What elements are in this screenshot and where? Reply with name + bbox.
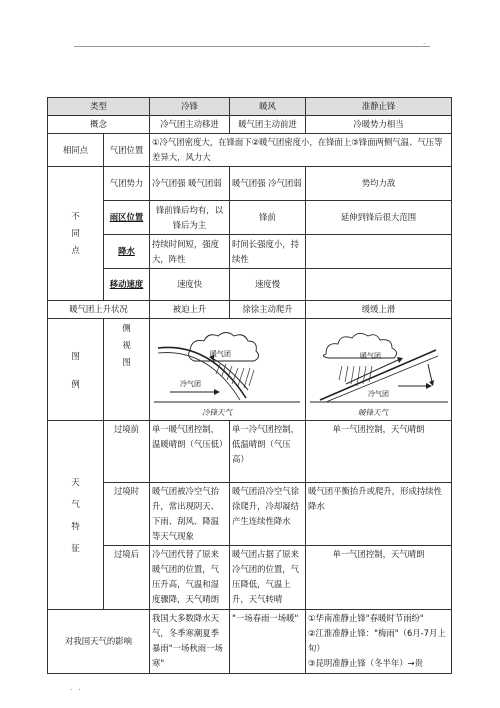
before-warm: 单一冷气团控制，低温晴朗（气压高） [230, 421, 306, 483]
before-cold: 单一暖气团控制，温暖晴朗（气压低） [150, 421, 230, 483]
precipitation-cold: 持续时间短，强度大，阵性 [150, 235, 230, 269]
table-header-row [48, 98, 452, 116]
similarity-label: 相同点 [48, 134, 104, 167]
rise-cold: 被迫上升 [150, 301, 230, 319]
warm-front-diagram-cell [306, 319, 452, 421]
precipitation-stationary [306, 235, 452, 269]
precipitation-warm: 时间长强度小，持续性 [230, 235, 306, 269]
before-label: 过境前 [104, 421, 150, 483]
rain-area-warm: 锋前 [230, 201, 306, 235]
cold-front-caption: 冷锋天气 [202, 407, 232, 417]
warm-front-cold-label: 冷气团 [368, 389, 389, 398]
cold-front-diagram [150, 320, 306, 420]
during-stationary: 暖气团平衡抬升或爬升，形成持续性降水 [306, 483, 452, 546]
precipitation-label: 降水 [104, 235, 150, 269]
mass-strength-label: 气团势力 [104, 167, 150, 201]
front-comparison-table [47, 97, 452, 674]
concept-label: 概念 [48, 116, 150, 134]
during-row [48, 483, 452, 546]
rain-area-row [48, 201, 452, 235]
warm-air-rise-arrow [346, 360, 398, 384]
header-warm-front: 暖风 [230, 98, 306, 116]
rise-warm: 徐徐主动爬升 [230, 301, 306, 319]
cold-front-diagram-cell [150, 319, 306, 421]
mass-strength-stationary: 势均力敌 [306, 167, 452, 201]
impact-stationary-3: ③昆明准静止锋（冬半年）→贵 [308, 658, 424, 668]
mass-strength-warm: 暖气团强 冷气团弱 [230, 167, 306, 201]
footer-mark: . . [70, 684, 83, 692]
speed-row [48, 269, 452, 301]
warm-front-diagram [306, 320, 452, 420]
similarity-text: ①冷气团密度大，在锋面下②暖气团密度小，在锋面上③锋面两侧气温、气压等差异大，风力大 [150, 134, 452, 167]
during-label: 过境时 [104, 483, 150, 546]
after-warm: 暖气团占据了原来冷气团的位置，气压降低，气温上升，天气转晴 [230, 546, 306, 610]
impact-cold: 我国大多数降水天气，冬季寒潮夏季暴雨"一场秋雨一场寒" [150, 610, 230, 674]
warm-front-caption: 暖锋天气 [358, 407, 388, 417]
cold-front-warm-label: 暖气团 [210, 349, 231, 358]
during-warm: 暖气团沿冷空气徐徐爬升，冷却凝结产生连续性降水 [230, 483, 306, 546]
warm-front-warm-label: 暖气团 [360, 351, 381, 360]
concept-cold: 冷气团主动移进 [150, 116, 230, 134]
header-type: 类型 [48, 98, 150, 116]
impact-stationary [306, 610, 452, 674]
speed-label: 移动速度 [104, 269, 150, 301]
similarity-sub-label: 气团位置 [104, 134, 150, 167]
impact-warm: "一场春雨一场暖" [230, 610, 306, 674]
rise-label: 暖气团上升状况 [48, 301, 150, 319]
difference-label: 不同点 [48, 167, 104, 301]
rise-stationary: 缓缓上滑 [306, 301, 452, 319]
speed-stationary [306, 269, 452, 301]
cold-front-cold-label: 冷气团 [180, 379, 201, 388]
before-stationary: 单一气团控制，天气晴朗 [306, 421, 452, 483]
concept-row [48, 116, 452, 134]
speed-warm: 速度慢 [230, 269, 306, 301]
header-mark: . [423, 38, 426, 46]
impact-stationary-1: ①华南准静止锋"春暖时节雨纷" [308, 613, 424, 623]
after-stationary: 单一气团控制，天气晴朗 [306, 546, 452, 610]
rise-row [48, 301, 452, 319]
mass-strength-row [48, 167, 452, 201]
rain-area-cold: 锋前锋后均有，以锋后为主 [150, 201, 230, 235]
mass-strength-cold: 冷气团强 暖气团弱 [150, 167, 230, 201]
rain-area-stationary: 延伸到锋后很大范围 [306, 201, 452, 235]
diagram-row [48, 319, 452, 421]
concept-warm: 暖气团主动前进 [230, 116, 306, 134]
header-cold-front: 冷锋 [150, 98, 230, 116]
diagram-label: 图例 [48, 319, 104, 421]
after-cold: 冷气团代替了原来暖气团的位置，气压升高，气温和湿度骤降，天气晴朗 [150, 546, 230, 610]
after-row [48, 546, 452, 610]
during-cold: 暖气团被冷空气抬升，常出现阴天、下雨、刮风、降温等天气现象 [150, 483, 230, 546]
header-stationary-front: 准静止锋 [306, 98, 452, 116]
after-label: 过境后 [104, 546, 150, 610]
similarity-row [48, 134, 452, 167]
impact-stationary-2: ②江淮准静止锋："梅雨"（6月-7月上旬） [308, 628, 446, 653]
precipitation-row [48, 235, 452, 269]
impact-label: 对我国天气的影响 [48, 610, 150, 674]
before-row [48, 421, 452, 483]
speed-cold: 速度快 [150, 269, 230, 301]
rain-area-label: 雨区位置 [104, 201, 150, 235]
weather-label: 天气特征 [48, 421, 104, 610]
warm-front-rain [339, 366, 372, 386]
header-rule [74, 46, 430, 47]
diagram-sub-label: 侧视图 [104, 319, 150, 421]
concept-stationary: 冷暖势力相当 [306, 116, 452, 134]
impact-row [48, 610, 452, 674]
